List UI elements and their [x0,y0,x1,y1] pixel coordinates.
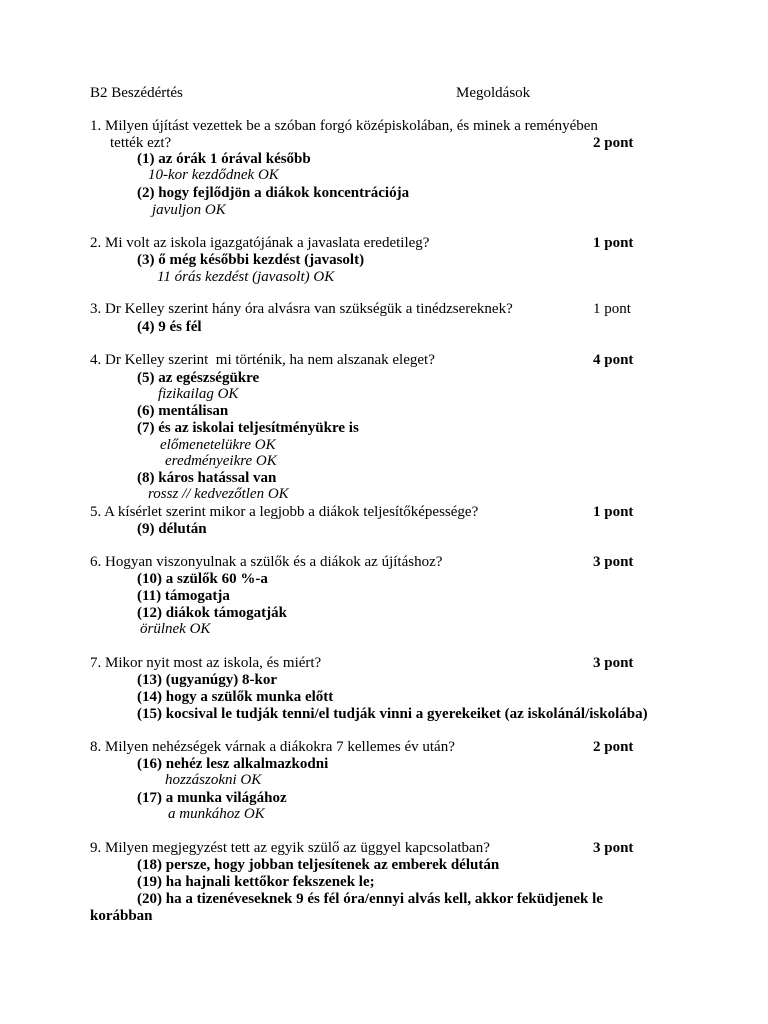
question-7-points: 3 pont [593,655,634,671]
question-3-points: 1 pont [593,301,631,317]
answer-2: (2) hogy fejlődjön a diákok koncentrációja [137,185,410,201]
question-6-points: 3 pont [593,554,634,570]
answer-20-continued: korábban [90,908,153,924]
answer-20: (20) ha a tizenéveseknek 9 és fél óra/ennyi alvás kell, akkor feküdjenek le [137,891,603,907]
accepted-alternative: fizikailag OK [158,386,239,402]
answer-8: (8) káros hatással van [137,470,277,486]
answer-3: (3) ő még későbbi kezdést (javasolt) [137,252,365,268]
answer-16: (16) nehéz lesz alkalmazkodni [137,756,329,772]
answer-19: (19) ha hajnali kettőkor fekszenek le; [137,874,375,890]
answer-6: (6) mentálisan [137,403,229,419]
question-2-prompt: 2. Mi volt az iskola igazgatójának a javaslata eredetileg? [90,235,430,251]
answer-5: (5) az egészségükre [137,370,260,386]
answer-17: (17) a munka világához [137,790,287,806]
question-6-prompt: 6. Hogyan viszonyulnak a szülők és a diákok az újításhoz? [90,554,443,570]
question-9-points: 3 pont [593,840,634,856]
question-1-prompt-continued: tették ezt? [110,135,172,151]
answer-18: (18) persze, hogy jobban teljesítenek az emberek délután [137,857,500,873]
document-title: B2 Beszédértés [90,85,183,101]
answer-13: (13) (ugyanúgy) 8-kor [137,672,278,688]
accepted-alternative: rossz // kedvezőtlen OK [148,486,289,502]
question-5-prompt: 5. A kísérlet szerint mikor a legjobb a diákok teljesítőképessége? [90,504,479,520]
question-3-prompt: 3. Dr Kelley szerint hány óra alvásra van szükségük a tinédzsereknek? [90,301,513,317]
question-9-prompt: 9. Milyen megjegyzést tett az egyik szülő az üggyel kapcsolatban? [90,840,490,856]
document-section-label: Megoldások [456,85,531,101]
accepted-alternative: 10-kor kezdődnek OK [148,167,279,183]
answer-14: (14) hogy a szülők munka előtt [137,689,334,705]
accepted-alternative: 11 órás kezdést (javasolt) OK [157,269,335,285]
accepted-alternative: örülnek OK [140,621,211,637]
question-7-prompt: 7. Mikor nyit most az iskola, és miért? [90,655,322,671]
answer-11: (11) támogatja [137,588,230,604]
question-1-points: 2 pont [593,135,634,151]
answer-1: (1) az órák 1 órával később [137,151,311,167]
answer-10: (10) a szülők 60 %-a [137,571,268,587]
accepted-alternative: javuljon OK [152,202,226,218]
question-5-points: 1 pont [593,504,634,520]
accepted-alternative: a munkához OK [168,806,265,822]
accepted-alternative: előmenetelükre OK [160,437,276,453]
answer-12: (12) diákok támogatják [137,605,288,621]
accepted-alternative: eredményeikre OK [165,453,277,469]
question-8-points: 2 pont [593,739,634,755]
answer-7: (7) és az iskolai teljesítményükre is [137,420,359,436]
question-4-prompt: 4. Dr Kelley szerint mi történik, ha nem alszanak eleget? [90,352,435,368]
question-8-prompt: 8. Milyen nehézségek várnak a diákokra 7 kellemes év után? [90,739,455,755]
answer-9: (9) délután [137,521,207,537]
question-1-prompt: 1. Milyen újítást vezettek be a szóban forgó középiskolában, és minek a reményében [90,118,598,134]
question-4-points: 4 pont [593,352,634,368]
question-2-points: 1 pont [593,235,634,251]
answer-4: (4) 9 és fél [137,319,202,335]
accepted-alternative: hozzászokni OK [165,772,262,788]
answer-15: (15) kocsival le tudják tenni/el tudják vinni a gyerekeiket (az iskolánál/iskolába) [137,706,648,722]
